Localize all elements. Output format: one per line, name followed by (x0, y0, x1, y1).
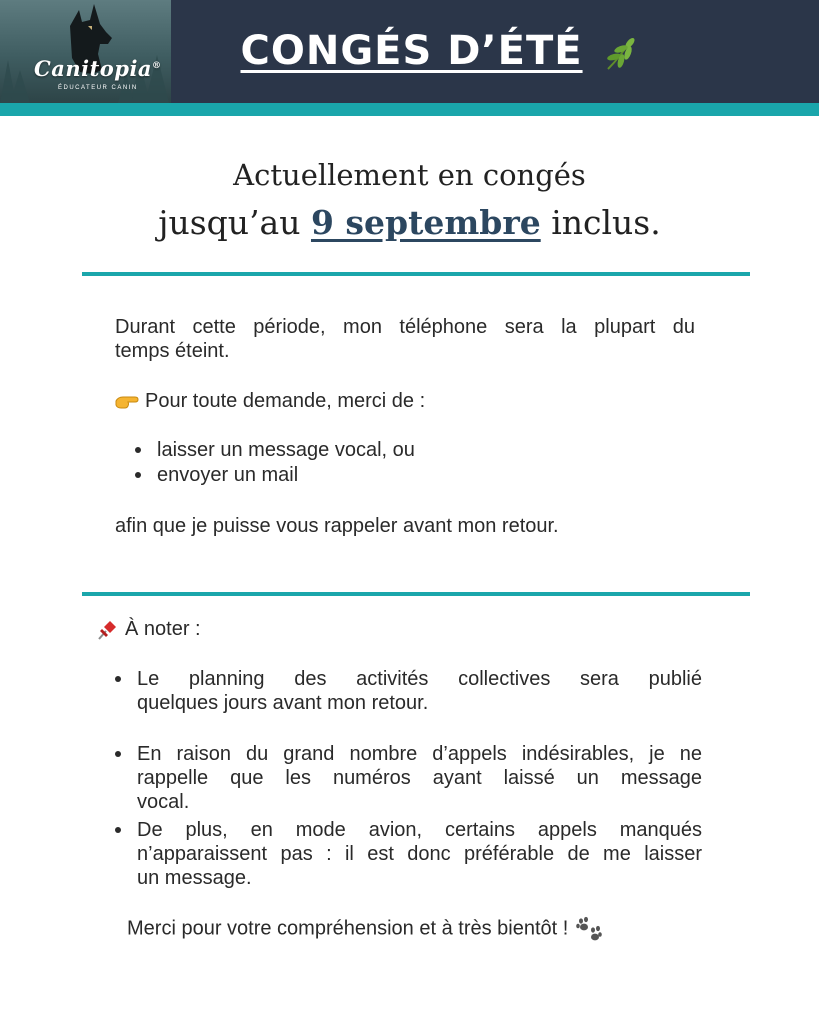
logo-subtitle: ÉDUCATEUR CANIN (58, 85, 138, 91)
pointing-hand-icon (115, 393, 139, 411)
logo-wordmark: Canitopia® (34, 56, 162, 81)
return-date: 9 septembre (310, 203, 541, 242)
bullet-dot (115, 827, 121, 833)
bullet-dot (115, 751, 121, 757)
paw-prints-icon (574, 916, 602, 942)
brand-logo (0, 0, 171, 103)
request-intro: Pour toute demande, merci de : (115, 389, 695, 413)
leaf-icon (602, 33, 642, 73)
page-title: CONGÉS D’ÉTÉ (171, 28, 711, 84)
callback-note: afin que je puisse vous rappeler avant mon retour. (115, 515, 559, 537)
note-heading: À noter : (95, 617, 395, 642)
headline-line-2: jusqu’au 9 septembre inclus. (158, 203, 661, 242)
pushpin-icon (95, 618, 119, 642)
header-banner (0, 0, 819, 103)
bullet-dot (115, 676, 121, 682)
thanks-message: Merci pour votre compréhension et à très bientôt ! (127, 916, 727, 942)
divider-top (82, 272, 750, 276)
divider-middle (82, 592, 750, 596)
phone-off-line-2: temps éteint. (115, 340, 230, 362)
headline-line-1: Actuellement en congés (233, 158, 586, 192)
bullet-dot (135, 447, 141, 453)
phone-off-line-1: Durant cette période, mon téléphone sera la plupart du (115, 316, 695, 338)
bullet-dot (135, 472, 141, 478)
header-accent-stripe (0, 103, 819, 116)
